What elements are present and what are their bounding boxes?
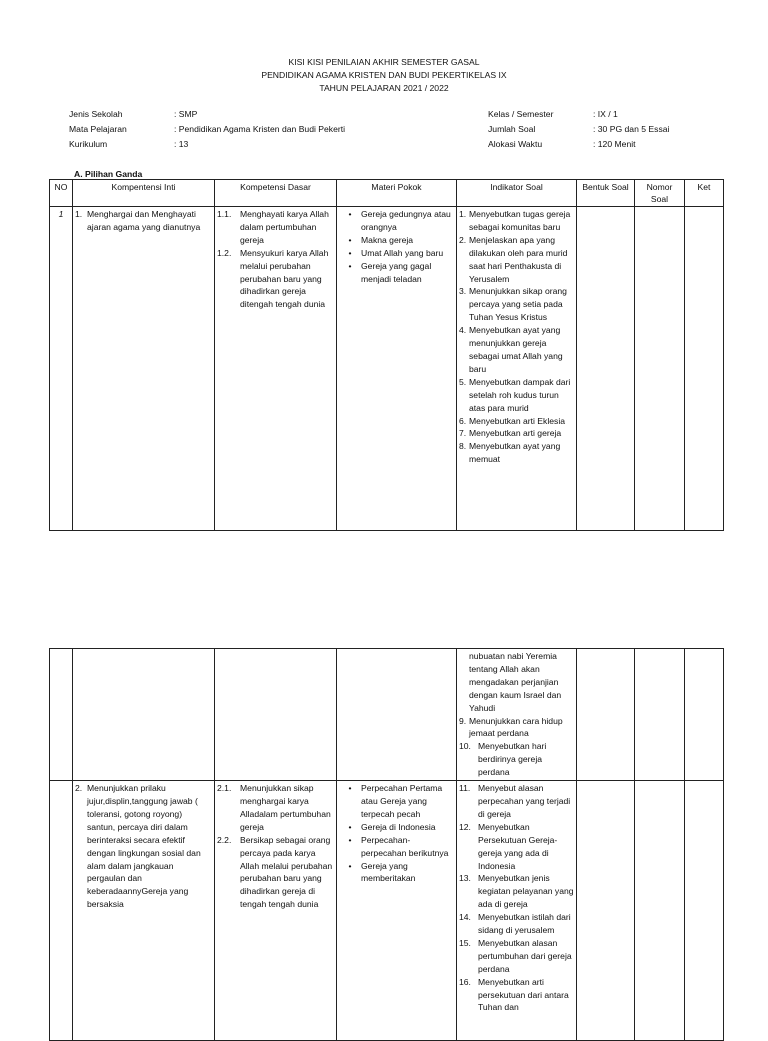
ki-list: [75, 208, 212, 234]
info-label: Kelas / Semester: [488, 109, 554, 119]
item-number: 9.: [459, 715, 467, 726]
indikator-item: [459, 234, 574, 286]
table-row: [50, 207, 724, 531]
bullet-icon: •: [348, 860, 352, 871]
info-label: Jumlah Soal: [488, 124, 536, 134]
indikator-item: [459, 650, 574, 715]
indikator-item: [459, 782, 574, 821]
item-text: Gereja yang gagal menjadi teladan: [361, 260, 432, 284]
info-left: [69, 107, 345, 152]
item-number: 6.: [459, 415, 467, 426]
item-text: Menyebutkan ayat yang memuat: [469, 441, 561, 465]
kd-item: [217, 208, 334, 247]
ket-cell: [685, 781, 724, 1041]
item-number: 8.: [459, 441, 467, 452]
item-number: 3.: [459, 286, 467, 297]
materi-item: [339, 234, 454, 247]
item-text: Perpecahan Pertama atau Gereja yang terpecah pecah: [361, 783, 443, 819]
item-text: Gereja di Indonesia: [361, 821, 436, 832]
ki-item: [75, 782, 212, 911]
table-row: [50, 781, 724, 1041]
item-number: 13.: [459, 873, 471, 884]
item-number: 12.: [459, 821, 471, 832]
item-number: 1.2.: [217, 247, 232, 258]
item-number: [459, 650, 469, 715]
info-value: : 30 PG dan 5 Essai: [593, 124, 670, 134]
indikator-item: [459, 976, 574, 1015]
item-number: 2.: [459, 234, 467, 245]
item-text: Menghayati karya Allah dalam pertumbuhan gereja: [240, 209, 329, 245]
materi-cell: [337, 649, 457, 781]
item-text: Menyebutkan arti persekutuan dari antara Tuhan dan: [478, 976, 569, 1013]
col-header-ket: Ket: [685, 180, 724, 207]
item-text: Menyebutkan alasan pertumbuhan dari gereja perdana: [478, 937, 572, 974]
item-text: Gereja gedungnya atau orangnya: [361, 209, 451, 232]
ket-cell: [685, 207, 724, 531]
ki-cell: [73, 649, 215, 781]
kd-cell: [215, 781, 337, 1041]
title-line-1: KISI KISI PENILAIAN AKHIR SEMESTER GASAL: [288, 57, 480, 67]
col-header-no: NO: [50, 180, 73, 207]
bullet-icon: •: [348, 783, 352, 794]
item-number: 1.: [459, 209, 467, 219]
nomor-cell: [635, 207, 685, 531]
item-number: 4.: [459, 325, 467, 336]
bullet-icon: •: [348, 260, 352, 271]
item-text: Menyebutkan tugas gereja sebagai komunitas baru: [469, 209, 571, 232]
materi-cell: [337, 781, 457, 1041]
info-value: : Pendidikan Agama Kristen dan Budi Pekerti: [174, 124, 346, 134]
indikator-item: [459, 937, 574, 976]
item-number: 5.: [459, 376, 467, 387]
item-number: 1.1.: [217, 209, 232, 219]
item-text: Menunjukkan sikap menghargai karya Alladalam pertumbuhan gereja: [240, 783, 331, 832]
info-label: Alokasi Waktu: [488, 139, 543, 149]
title-line-2: PENDIDIKAN AGAMA KRISTEN DAN BUDI PEKERTIKELAS IX: [261, 70, 507, 80]
item-text: Menyebutkan istilah dari sidang di yerusalem: [478, 912, 571, 936]
materi-item: [339, 834, 454, 860]
ki-list: [75, 782, 212, 911]
indikator-item: [459, 715, 574, 741]
materi-list: [339, 208, 454, 285]
item-text: Umat Allah yang baru: [361, 247, 444, 258]
bullet-icon: •: [348, 247, 352, 258]
row-number: [50, 781, 73, 1041]
item-number: 2.2.: [217, 834, 232, 845]
item-text: Gereja yang memberitakan: [361, 860, 416, 884]
row-number: 1: [50, 207, 73, 531]
item-text: Menunjukkan cara hidup jemaat perdana: [469, 715, 563, 739]
indikator-item: [459, 821, 574, 873]
materi-list: [339, 782, 454, 885]
row-number: [50, 649, 73, 781]
item-text: nubuatan nabi Yeremia tentang Allah akan mengadakan perjanjian dengan kaum Israel dan Yahudi: [469, 651, 562, 713]
indikator-list: [459, 208, 574, 466]
item-text: Menunjukkan sikap orang percaya yang setia pada Tuhan Yesus Kristus: [469, 286, 567, 323]
indikator-item: [459, 872, 574, 911]
nomor-cell: [635, 649, 685, 781]
document-title: [0, 56, 768, 95]
info-value: : 120 Menit: [593, 139, 636, 149]
indikator-item: [459, 208, 574, 234]
col-header-materi: Materi Pokok: [337, 180, 457, 207]
indikator-item: [459, 740, 574, 779]
bentuk-cell: [577, 649, 635, 781]
bullet-icon: •: [348, 209, 352, 219]
col-header-bentuk: Bentuk Soal: [577, 180, 635, 207]
item-number: 10.: [459, 741, 471, 752]
table-header-row: [50, 180, 724, 207]
indikator-item: [459, 285, 574, 324]
col-header-ki: Kompentensi Inti: [73, 180, 215, 207]
materi-item: [339, 860, 454, 886]
materi-item: [339, 782, 454, 821]
info-right: [488, 107, 669, 152]
info-label: Mata Pelajaran: [69, 124, 127, 134]
indikator-item: [459, 911, 574, 937]
bentuk-cell: [577, 207, 635, 531]
info-value: : SMP: [174, 109, 198, 119]
col-header-kd: Kompetensi Dasar: [215, 180, 337, 207]
kisi-table-page2: [49, 648, 724, 1041]
bentuk-cell: [577, 781, 635, 1041]
item-text: Menyebutkan ayat yang menunjukkan gereja sebagai umat Allah yang baru: [469, 325, 563, 374]
info-label: Kurikulum: [69, 139, 108, 149]
item-text: Menunjukkan prilaku jujur,displin,tanggung jawab ( toleransi, gotong royong) santun, percaya diri dalam berinteraksi secara efektif dengan lingkungan sosial dan alam dalam jangkauan pergaulan dan keberadaannyGereja yang bersaksia: [87, 783, 201, 910]
indikator-item: [459, 440, 574, 466]
bullet-icon: •: [348, 821, 352, 832]
col-header-nomor: Nomor Soal: [635, 180, 685, 207]
item-text: Menyebutkan arti gereja: [469, 428, 562, 439]
item-text: Menghargai dan Menghayati ajaran agama yang dianutnya: [87, 209, 201, 232]
info-label: Jenis Sekolah: [69, 109, 123, 119]
item-number: 2.: [75, 783, 83, 794]
item-number: 2.1.: [217, 783, 232, 794]
ki-cell: [73, 207, 215, 531]
item-text: Mensyukuri karya Allah melalui perubahan perubahan baru yang dihadirkan gereja ditengah tengah dunia: [240, 247, 329, 310]
ket-cell: [685, 649, 724, 781]
kd-item: [217, 247, 334, 312]
bullet-icon: •: [348, 234, 352, 245]
item-number: 1.: [75, 209, 83, 219]
item-number: 15.: [459, 937, 471, 948]
nomor-cell: [635, 781, 685, 1041]
item-text: Menyebutkan Persekutuan Gereja-gereja yang ada di Indonesia: [478, 821, 558, 871]
indikator-item: [459, 415, 574, 428]
item-text: Menyebutkan arti Eklesia: [469, 415, 566, 426]
kd-list: [217, 208, 334, 311]
table-row: [50, 649, 724, 781]
item-text: Menjelaskan apa yang dilakukan oleh para murid saat hari Penthakusta di Yerusalem: [469, 234, 568, 284]
materi-cell: [337, 207, 457, 531]
item-text: Menyebutkan hari berdirinya gereja perdana: [478, 741, 547, 778]
indikator-cell: [457, 781, 577, 1041]
item-text: Perpecahan-perpecahan berikutnya: [361, 834, 449, 858]
materi-item: [339, 208, 454, 234]
materi-item: [339, 247, 454, 260]
indikator-item: [459, 376, 574, 415]
kd-item: [217, 782, 334, 834]
title-line-3: TAHUN PELAJARAN 2021 / 2022: [319, 83, 449, 93]
ki-item: [75, 208, 212, 234]
item-number: 14.: [459, 912, 471, 923]
indikator-cell: [457, 207, 577, 531]
col-header-indikator: Indikator Soal: [457, 180, 577, 207]
info-value: : IX / 1: [593, 109, 618, 119]
item-text: Bersikap sebagai orang percaya pada karya Allah melalui perubahan perubahan baru yang dihadirkan gereja di tengah tengah dunia: [240, 834, 333, 910]
item-number: 11.: [459, 783, 471, 794]
indikator-item: [459, 427, 574, 440]
item-number: 7.: [459, 428, 467, 439]
kd-cell: [215, 649, 337, 781]
indikator-list: [459, 650, 574, 779]
section-heading: A. Pilihan Ganda: [74, 169, 143, 179]
item-text: Makna gereja: [361, 234, 414, 245]
kd-item: [217, 834, 334, 911]
indikator-cell: [457, 649, 577, 781]
item-number: 16.: [459, 976, 471, 987]
item-text: Menyebut alasan perpecahan yang terjadi di gereja: [478, 783, 571, 819]
info-value: : 13: [174, 139, 189, 149]
indikator-item: [459, 324, 574, 376]
kisi-table-page1: [49, 179, 724, 531]
bullet-icon: •: [348, 834, 352, 845]
item-text: Menyebutkan dampak dari setelah roh kudus turun atas para murid: [469, 376, 571, 413]
item-text: Menyebutkan jenis kegiatan pelayanan yang ada di gereja: [478, 873, 574, 910]
indikator-list: [459, 782, 574, 1014]
kd-list: [217, 782, 334, 911]
kd-cell: [215, 207, 337, 531]
ki-cell: [73, 781, 215, 1041]
materi-item: [339, 821, 454, 834]
materi-item: [339, 260, 454, 286]
